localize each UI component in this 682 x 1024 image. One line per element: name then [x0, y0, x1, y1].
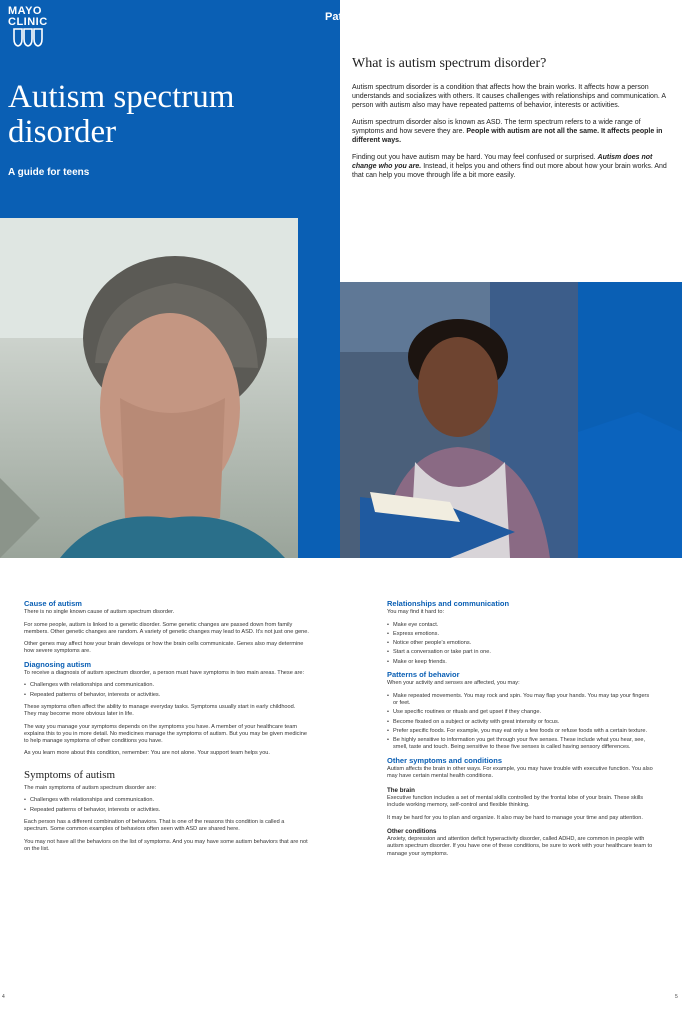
list-item: • Make eye contact.: [387, 622, 655, 629]
other-symptoms-heading: Other symptoms and conditions: [387, 755, 503, 765]
sym-p3: You may not have all the behaviors on the list of symptoms. And you may have some autism behaviors that are not on the list.: [24, 838, 308, 852]
patterns-heading: Patterns of behavior: [387, 670, 460, 680]
other-conditions-heading: Other conditions: [387, 827, 437, 835]
list-item: • Make repeated movements. You may rock and spin. You may flap your hands. You may tap your fingers or feet.: [387, 693, 655, 708]
intro-p3-text: Finding out you have autism may be hard. You may feel confused or surprised.: [352, 154, 598, 161]
mayo-clinic-logo: [8, 6, 48, 28]
relationships-heading: Relationships and communication: [387, 599, 510, 608]
pat-list: [387, 693, 655, 752]
intro-p2-bold: People with autism are not all the same. It affects people in different ways.: [352, 128, 663, 144]
brain-heading: The brain: [387, 786, 415, 794]
rel-list: [387, 622, 655, 666]
sym-list: [24, 797, 309, 814]
other-p1: Autism affects the brain in other ways. For example, you may have trouble with executive function. You also may have certain mental health conditions.: [387, 766, 653, 780]
logo-line2: CLINIC: [8, 16, 48, 28]
list-item: • Challenges with relationships and communication.: [24, 797, 309, 804]
intro-p3-bold: Autism does not change who you are.: [352, 154, 653, 170]
list-item: • Prefer specific foods. For example, you may eat only a few foods or refuse foods with a certain texture.: [387, 728, 655, 735]
list-item: • Use specific routines or rituals and get upset if they change.: [387, 709, 655, 716]
sym-p1: The main symptoms of autism spectrum disorder are:: [24, 785, 157, 792]
list-item: • Make or keep friends.: [387, 659, 655, 666]
intro-p2-text: Autism spectrum disorder also is known as ASD. The term spectrum refers to a wide range of symptoms and how severe they are.: [352, 119, 641, 135]
cover-blue-strip: [298, 0, 343, 218]
cause-p3: Other genes may affect how your brain develops or how the brain cells communicate. Genes also may determine how severe symptoms are.: [24, 641, 304, 655]
right-column: [387, 600, 655, 863]
symptoms-heading: Symptoms of autism: [24, 768, 116, 781]
diag-list: [24, 682, 309, 699]
blue-block: [578, 282, 682, 558]
diag-p2: These symptoms often affect the ability to manage everyday tasks. Symptoms usually start in early childhood. They may become more obvious later in life.: [24, 703, 296, 718]
list-item: • Be highly sensitive to information you get through your five senses. These include what you hear, see, smell, taste and touch. Being sensitive to these five senses is called having sensory differences.: [387, 737, 655, 752]
brain-p1: Executive function includes a set of mental skills controlled by the frontal lobe of your brain. These skills include working memory, self-control and flexible thinking.: [387, 794, 644, 809]
intro-paragraph-3: [352, 153, 674, 180]
intro-paragraph-2: [352, 118, 674, 145]
list-item: • Repeated patterns of behavior, interests or activities.: [24, 692, 309, 699]
page-number-left: 4: [2, 994, 5, 1000]
list-item: • Repeated patterns of behavior, interests or activities.: [24, 807, 309, 814]
cover-title: Autism spectrum disorder: [8, 79, 235, 150]
teen-beanie-photo: [0, 218, 298, 558]
sym-p2: Each person has a different combination of behaviors. That is one of the reasons this condition is called a spectrum. Some common examples of behaviors often seen with ASD are shared here.: [24, 818, 285, 833]
list-item: • Notice other people's emotions.: [387, 640, 655, 647]
teen-reading-photo: [340, 282, 578, 558]
diag-p4: As you learn more about this condition, remember: You are not alone. Your support team helps you.: [24, 750, 270, 757]
list-item: • Challenges with relationships and communication.: [24, 682, 309, 689]
page-number-right: 5: [675, 994, 678, 1000]
left-column: [24, 600, 309, 858]
pat-p1: When your activity and senses are affected, you may:: [387, 680, 520, 687]
logo-line1: MAYO: [8, 5, 42, 17]
intro-p3-text-2: Instead, it helps you and others find out more about how your brain works. And that can help you move through life a bit more easily.: [352, 163, 667, 179]
diagnosing-heading: Diagnosing autism: [24, 659, 92, 669]
diag-p3: The way you manage your symptoms depends on the symptoms you have. A member of your healthcare team explains this to you in more detail. No medicines manage the symptoms of autism. But you may be given medicine to help manage symptoms of other conditions you have.: [24, 723, 307, 745]
blue-strip: [298, 218, 340, 558]
cause-p1: There is no single known cause of autism spectrum disorder.: [24, 609, 175, 616]
list-item: • Become fixated on a subject or activity with great intensity or focus.: [387, 719, 655, 726]
list-item: • Start a conversation or take part in one.: [387, 649, 655, 656]
intro-heading: What is autism spectrum disorder?: [352, 56, 547, 71]
partial-header-text: Pat: [325, 11, 343, 23]
cover-subtitle: A guide for teens: [8, 167, 90, 178]
mayo-shield-icon: [12, 27, 44, 47]
brain-p2: It may be hard for you to plan and organize. It also may be hard to manage your time and pay attention.: [387, 814, 643, 821]
cause-heading: Cause of autism: [24, 599, 82, 608]
diag-p1: To receive a diagnosis of autism spectrum disorder, a person must have symptoms in two main areas. These are:: [24, 670, 305, 677]
rel-p1: You may find it hard to:: [387, 609, 445, 616]
intro-paragraph-1: Autism spectrum disorder is a condition that affects how the brain works. It affects how a person understands and socializes with others. It causes challenges with relationships and communication. A person with autism also may have repeated patterns of behavior, interests or activities.: [352, 84, 666, 109]
oc-p1: Anxiety, depression and attention deficit hyperactivity disorder, called ADHD, are common in people with autism spectrum disorder. If you have one of these conditions, be sure to work with your healthcare team to manage your symptoms.: [387, 836, 653, 857]
cause-p2: For some people, autism is linked to a genetic disorder. Some genetic changes are passed down from family members. Other genetic changes are random. A variety of genetic changes may lead to ASD. It's not just one gene.: [24, 621, 309, 635]
intro-body: [352, 83, 674, 188]
list-item: • Express emotions.: [387, 631, 655, 638]
